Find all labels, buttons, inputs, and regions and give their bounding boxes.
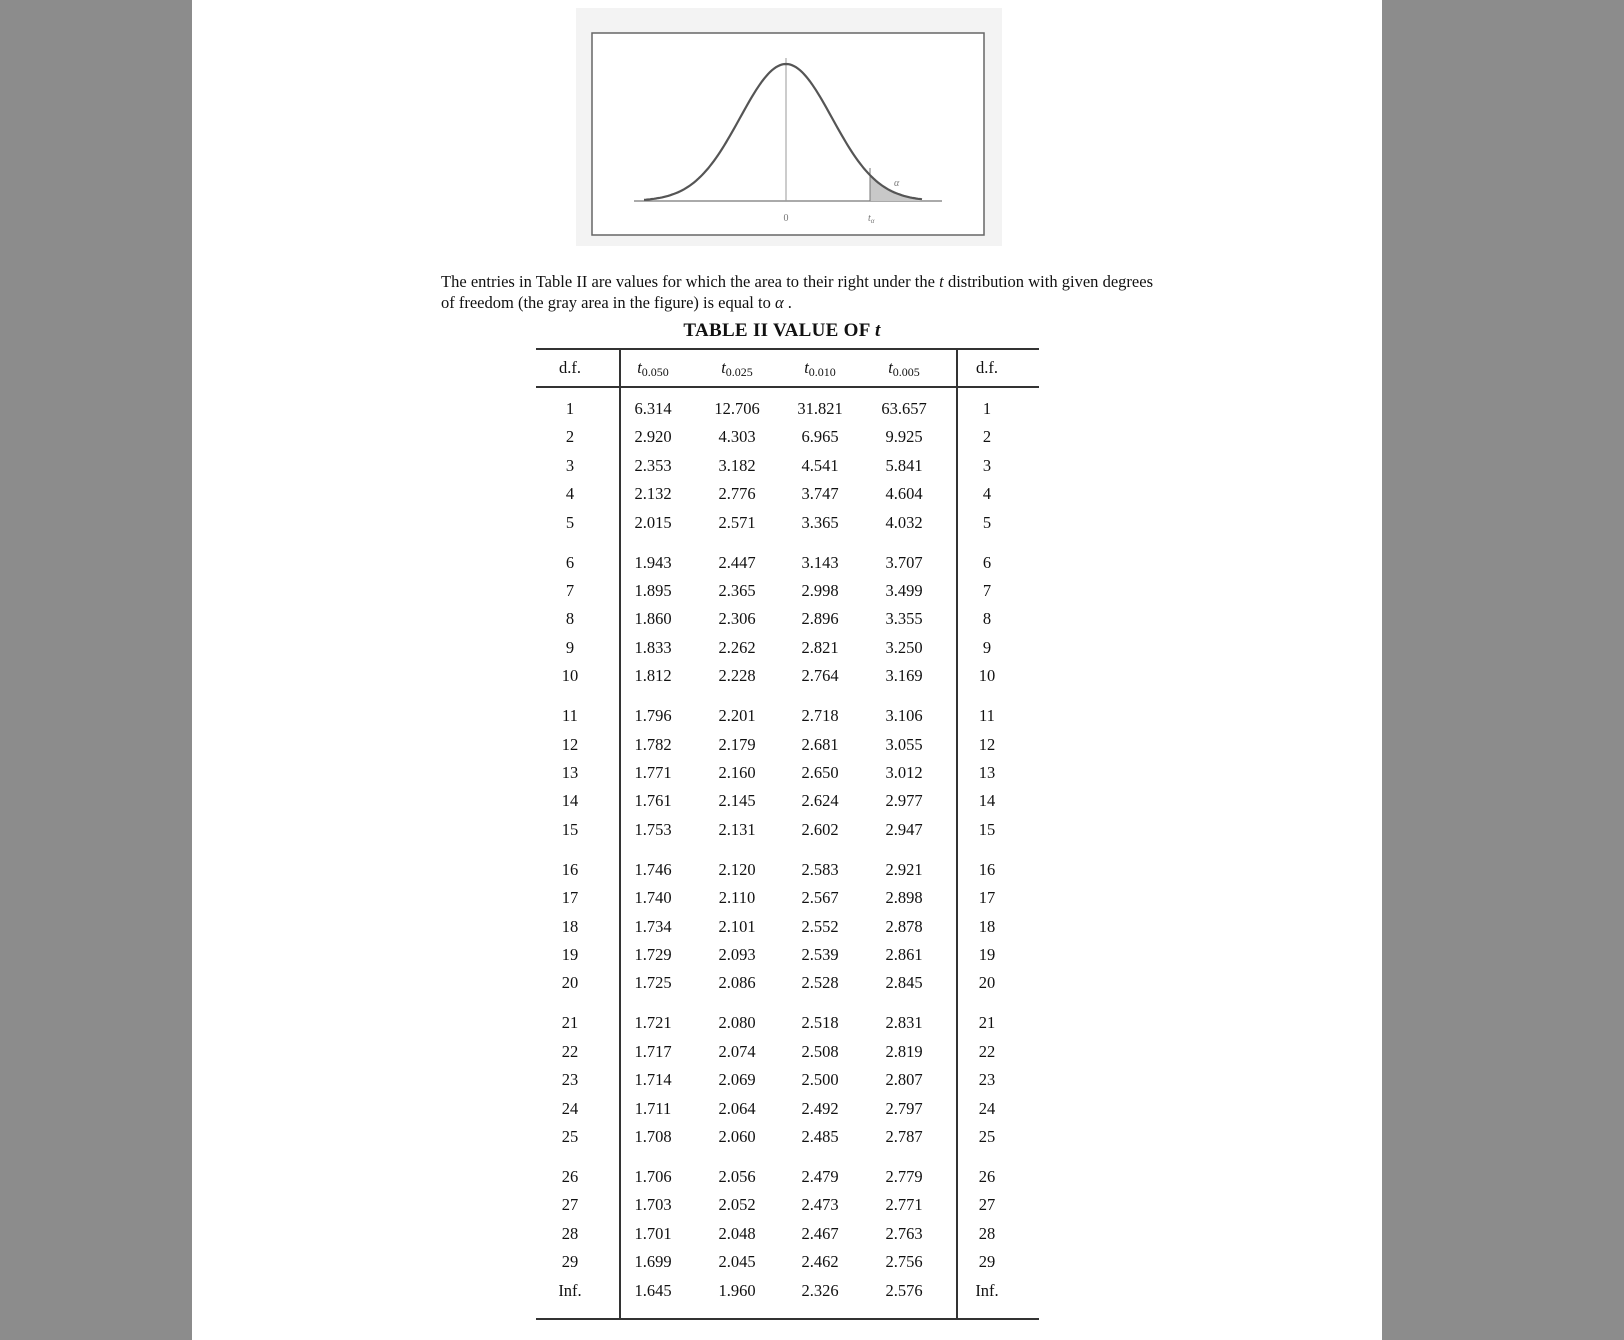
row-df-right: 17 (978, 888, 996, 908)
row-df-left: 16 (561, 859, 579, 879)
row-t-value: 2.306 (718, 609, 756, 629)
row-t-value: 2.819 (885, 1041, 923, 1061)
row-df-right: 25 (978, 1127, 996, 1146)
row-t-value: 1.708 (634, 1127, 672, 1146)
row-t-value: 2.479 (801, 1167, 839, 1186)
row-t-value: 2.048 (718, 1223, 756, 1243)
row-df-left: 7 (565, 581, 575, 600)
row-df-right: 13 (978, 763, 996, 782)
row-t-value: 2.977 (885, 791, 923, 811)
row-df-right: 14 (978, 791, 996, 811)
row-df-left: 20 (561, 973, 579, 993)
row-t-value: 2.145 (718, 791, 756, 811)
row-t-value: 2.602 (801, 819, 839, 839)
row-t-value: 2.069 (718, 1070, 756, 1090)
row-df-right: 23 (978, 1070, 996, 1090)
row-t-value: 2.518 (801, 1013, 839, 1033)
row-t-value: 2.898 (885, 888, 923, 908)
header-t-symbol: t (804, 358, 809, 377)
row-t-value: 2.681 (801, 734, 839, 754)
row-df-right: 7 (982, 581, 992, 600)
row-t-value: 2.539 (801, 945, 839, 964)
row-t-value: 2.797 (885, 1098, 923, 1118)
row-t-value: 2.776 (718, 484, 756, 504)
row-df-left: 22 (561, 1041, 579, 1061)
header-t-subscript: 0.050 (641, 365, 669, 379)
row-df-left: 12 (561, 734, 579, 754)
row-t-value: 2.132 (634, 484, 672, 504)
row-t-value: 2.779 (885, 1167, 923, 1186)
row-t-value: 2.571 (718, 512, 756, 532)
row-t-value: 2.771 (885, 1195, 923, 1215)
row-t-value: 1.895 (634, 581, 672, 600)
row-df-left: 13 (561, 763, 579, 782)
row-t-value: 6.965 (801, 427, 839, 447)
row-t-value: 4.303 (718, 427, 756, 447)
row-t-value: 1.645 (634, 1280, 672, 1300)
row-t-value: 3.143 (801, 552, 839, 572)
row-df-left: 5 (565, 512, 575, 532)
row-df-left: 26 (561, 1167, 579, 1186)
row-df-right: 6 (982, 552, 992, 572)
row-t-value: 2.492 (801, 1098, 839, 1118)
table-title-text: TABLE II VALUE OF (683, 320, 875, 341)
intro-alpha-symbol: α (774, 293, 784, 312)
row-df-right: 2 (982, 427, 992, 447)
row-df-left: 17 (561, 888, 579, 908)
row-t-value: 1.771 (634, 763, 672, 782)
row-t-value: 2.861 (885, 945, 923, 964)
row-t-value: 2.365 (718, 581, 756, 600)
row-t-value: 2.650 (801, 763, 839, 782)
row-df-right: 1 (982, 399, 992, 418)
row-df-right: 20 (978, 973, 996, 993)
intro-text-1: The entries in Table II are values for which the area to their right under the (441, 272, 940, 291)
row-df-left: 24 (561, 1098, 579, 1118)
row-df-right: Inf. (975, 1280, 999, 1300)
header-t-subscript: 0.005 (892, 365, 920, 379)
row-t-value: 1.746 (634, 859, 672, 879)
row-t-value: 1.943 (634, 552, 672, 572)
row-t-value: 3.499 (885, 581, 923, 600)
row-t-value: 1.833 (634, 637, 672, 657)
row-t-value: 4.032 (885, 512, 923, 532)
row-df-right: 15 (978, 819, 996, 839)
row-t-value: 2.228 (718, 666, 756, 686)
row-t-value: 2.821 (801, 637, 839, 657)
row-t-value: 2.763 (885, 1223, 923, 1243)
intro-t-symbol: t (939, 272, 944, 291)
row-t-value: 3.250 (885, 637, 923, 657)
row-df-right: 8 (982, 609, 992, 629)
row-df-left: 9 (565, 637, 575, 657)
table-top-rule (536, 348, 1039, 350)
header-t-column (697, 358, 777, 382)
row-t-value: 1.812 (634, 666, 672, 686)
row-t-value: 2.624 (801, 791, 839, 811)
row-t-value: 2.567 (801, 888, 839, 908)
row-t-value: 2.718 (801, 706, 839, 726)
row-t-value: 4.604 (885, 484, 923, 504)
row-t-value: 1.960 (718, 1280, 756, 1300)
row-df-left: 21 (561, 1013, 579, 1033)
row-df-right: 19 (978, 945, 996, 964)
row-t-value: 1.717 (634, 1041, 672, 1061)
row-df-left: 1 (565, 399, 575, 418)
row-t-value: 4.541 (801, 455, 839, 475)
row-t-value: 2.508 (801, 1041, 839, 1061)
row-df-right: 21 (978, 1013, 996, 1033)
row-t-value: 1.761 (634, 791, 672, 811)
row-t-value: 2.583 (801, 859, 839, 879)
header-df-left: d.f. (559, 358, 581, 377)
row-df-right: 5 (982, 512, 992, 532)
row-t-value: 2.160 (718, 763, 756, 782)
row-t-value: 1.734 (634, 916, 672, 936)
row-df-left: Inf. (558, 1280, 582, 1300)
table-title-t: t (875, 320, 881, 341)
row-df-left: 29 (561, 1252, 579, 1272)
row-t-value: 6.314 (634, 399, 672, 418)
row-t-value: 2.120 (718, 859, 756, 879)
row-t-value: 1.725 (634, 973, 672, 993)
header-t-symbol: t (637, 358, 642, 377)
row-t-value: 2.056 (718, 1167, 756, 1186)
row-t-value: 2.074 (718, 1041, 756, 1061)
row-t-value: 2.353 (634, 455, 672, 475)
document-page (192, 0, 1382, 1340)
row-t-value: 3.169 (885, 666, 923, 686)
row-t-value: 3.055 (885, 734, 923, 754)
row-df-right: 27 (978, 1195, 996, 1215)
row-t-value: 1.703 (634, 1195, 672, 1215)
row-df-left: 27 (561, 1195, 579, 1215)
row-df-right: 10 (978, 666, 996, 686)
row-t-value: 3.355 (885, 609, 923, 629)
row-t-value: 2.807 (885, 1070, 923, 1090)
row-df-left: 8 (565, 609, 575, 629)
row-t-value: 2.326 (801, 1280, 839, 1300)
row-df-left: 4 (565, 484, 575, 504)
row-t-value: 3.106 (885, 706, 923, 726)
row-t-value: 3.707 (885, 552, 923, 572)
alpha-label: α (894, 178, 900, 189)
row-t-value: 12.706 (714, 399, 760, 418)
header-t-symbol: t (888, 358, 893, 377)
row-t-value: 1.711 (634, 1098, 672, 1118)
row-t-value: 63.657 (881, 399, 927, 418)
row-t-value: 2.878 (885, 916, 923, 936)
row-t-value: 2.447 (718, 552, 756, 572)
intro-text-2: distribution with given degrees of freedom (the gray area in the figure) is equal to (441, 272, 1153, 312)
row-df-right: 22 (978, 1041, 996, 1061)
row-t-value: 1.860 (634, 609, 672, 629)
row-t-value: 2.131 (718, 819, 756, 839)
row-t-value: 3.365 (801, 512, 839, 532)
row-t-value: 2.064 (718, 1098, 756, 1118)
row-df-left: 3 (565, 455, 575, 475)
row-df-right: 4 (982, 484, 992, 504)
row-df-right: 29 (978, 1252, 996, 1272)
row-t-value: 3.012 (885, 763, 923, 782)
row-t-value: 2.485 (801, 1127, 839, 1146)
header-t-subscript: 0.010 (808, 365, 836, 379)
row-t-value: 2.473 (801, 1195, 839, 1215)
row-t-value: 2.080 (718, 1013, 756, 1033)
row-df-left: 11 (562, 706, 578, 726)
row-t-value: 2.756 (885, 1252, 923, 1272)
row-t-value: 1.796 (634, 706, 672, 726)
row-t-value: 31.821 (797, 399, 843, 418)
row-df-left: 14 (561, 791, 579, 811)
row-df-left: 15 (561, 819, 579, 839)
t-distribution-svg (576, 8, 1002, 246)
zero-label: 0 (783, 213, 789, 224)
row-df-left: 6 (565, 552, 575, 572)
row-t-value: 5.841 (885, 455, 923, 475)
row-df-left: 18 (561, 916, 579, 936)
row-t-value: 2.467 (801, 1223, 839, 1243)
row-t-value: 2.060 (718, 1127, 756, 1146)
row-df-right: 18 (978, 916, 996, 936)
row-t-value: 2.052 (718, 1195, 756, 1215)
row-t-value: 2.110 (718, 888, 756, 908)
intro-paragraph (441, 271, 1153, 313)
row-df-right: 16 (978, 859, 996, 879)
row-df-right: 26 (978, 1167, 996, 1186)
row-t-value: 1.729 (634, 945, 672, 964)
header-t-column (780, 358, 860, 382)
row-df-right: 12 (978, 734, 996, 754)
t-value-table (536, 348, 1039, 1320)
header-t-subscript: 0.025 (725, 365, 753, 379)
row-t-value: 1.706 (634, 1167, 672, 1186)
row-t-value: 9.925 (885, 427, 923, 447)
row-t-value: 2.552 (801, 916, 839, 936)
row-df-left: 10 (561, 666, 579, 686)
row-df-left: 28 (561, 1223, 579, 1243)
row-t-value: 2.086 (718, 973, 756, 993)
row-t-value: 1.782 (634, 734, 672, 754)
t-alpha-label: $t_\alpha$ (868, 213, 875, 225)
row-t-value: 2.576 (885, 1280, 923, 1300)
row-df-right: 24 (978, 1098, 996, 1118)
row-t-value: 1.699 (634, 1252, 672, 1272)
row-t-value: 2.045 (718, 1252, 756, 1272)
row-t-value: 1.721 (634, 1013, 672, 1033)
header-t-symbol: t (721, 358, 726, 377)
row-t-value: 2.262 (718, 637, 756, 657)
row-df-right: 3 (982, 455, 992, 475)
header-df-right: d.f. (976, 358, 998, 377)
row-df-right: 28 (978, 1223, 996, 1243)
row-df-right: 9 (982, 637, 992, 657)
row-t-value: 2.845 (885, 973, 923, 993)
row-t-value: 1.753 (634, 819, 672, 839)
table-header-rule (536, 386, 1039, 388)
row-t-value: 2.093 (718, 945, 756, 964)
t-distribution-figure (576, 8, 1002, 246)
row-df-left: 25 (561, 1127, 579, 1146)
row-t-value: 2.179 (718, 734, 756, 754)
row-t-value: 2.947 (885, 819, 923, 839)
header-t-column (613, 358, 693, 382)
row-t-value: 3.182 (718, 455, 756, 475)
row-t-value: 1.701 (634, 1223, 672, 1243)
row-t-value: 2.500 (801, 1070, 839, 1090)
table-title (532, 320, 1032, 342)
row-t-value: 2.896 (801, 609, 839, 629)
row-df-left: 2 (565, 427, 575, 447)
row-t-value: 2.921 (885, 859, 923, 879)
row-t-value: 2.831 (885, 1013, 923, 1033)
row-t-value: 2.528 (801, 973, 839, 993)
row-df-left: 23 (561, 1070, 579, 1090)
row-t-value: 2.920 (634, 427, 672, 447)
row-t-value: 2.101 (718, 916, 756, 936)
row-t-value: 2.787 (885, 1127, 923, 1146)
row-t-value: 2.998 (801, 581, 839, 600)
row-t-value: 2.764 (801, 666, 839, 686)
table-bottom-rule (536, 1318, 1039, 1320)
row-t-value: 1.740 (634, 888, 672, 908)
row-df-left: 19 (561, 945, 579, 964)
row-df-right: 11 (979, 706, 995, 726)
header-t-column (864, 358, 944, 382)
intro-text-end: . (783, 293, 792, 312)
row-t-value: 3.747 (801, 484, 839, 504)
row-t-value: 2.201 (718, 706, 756, 726)
row-t-value: 1.714 (634, 1070, 672, 1090)
row-t-value: 2.015 (634, 512, 672, 532)
row-t-value: 2.462 (801, 1252, 839, 1272)
